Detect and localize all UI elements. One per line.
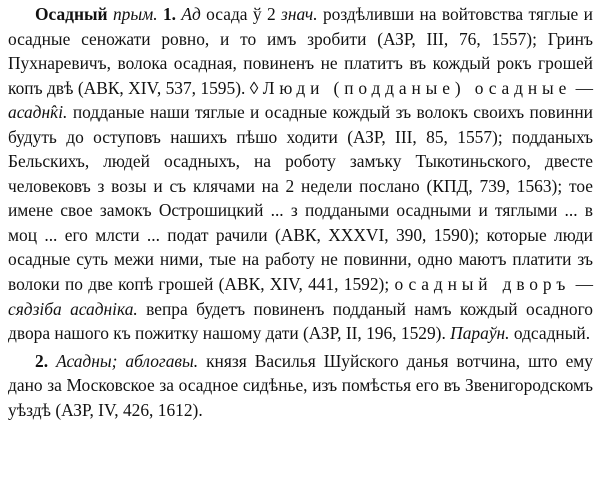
quote-5: тое имене свое замокъ Острошицкий ... з поддаными осадными и тяглыми ... в моц ... его млсти ... подат рачили bbox=[8, 175, 593, 245]
sense-number-1: 1. bbox=[162, 4, 176, 24]
sense-number-2: 2. bbox=[35, 350, 49, 371]
citation-6: (АВК, XIV, 441, 1592); bbox=[218, 274, 390, 295]
entry-sense-1 bbox=[8, 0, 593, 346]
quote-3: подданые наши тяглые и осадные кождый зъ волокъ своихъ повинни будуть до оступовъ нашихъ пѣшо ходити bbox=[8, 102, 593, 147]
phrase-1-gloss: асадн̂кі. bbox=[8, 102, 68, 123]
citation-3: (АЗР, III, 85, 1557); bbox=[347, 126, 503, 147]
phrase-1: Люди (подданые) осадные bbox=[262, 77, 572, 98]
citation-8: (АЗР, IV, 426, 1612). bbox=[55, 399, 203, 420]
quote-1: роздѣливши на войтовства тяглые и осадные сеножати ровно, и то имъ зробити bbox=[8, 4, 593, 49]
phrase-2-dash: — bbox=[575, 274, 593, 295]
citation-7: (АЗР, II, 196, 1529). bbox=[303, 323, 446, 344]
compare-word: одсадный. bbox=[513, 323, 591, 344]
quote-8: князя Василья Шуйского данья вотчина, што ему дано за Московское за осадное сидѣнье, изъ помѣстья его въ Звенигородскомъ уѣздѣ bbox=[8, 350, 593, 420]
phrase-1-dash: — bbox=[575, 77, 593, 98]
sense-1-reference-abbr: знач. bbox=[281, 4, 318, 24]
phrase-2: осадный дворъ bbox=[394, 274, 571, 295]
citation-4: (КПД, 739, 1563); bbox=[426, 175, 563, 196]
headword: Осадный bbox=[35, 4, 108, 24]
compare-label: Параўн. bbox=[450, 323, 510, 344]
citation-5: (АВК, XXXVI, 390, 1590); bbox=[274, 224, 480, 245]
quote-2: Гринъ Пухнаревичъ, волока осадная, повиненъ не платитъ въ кождый рокъ грошей копъ двѣ bbox=[8, 28, 593, 98]
entry-sense-2 bbox=[8, 349, 593, 423]
sense-1-definition: Ад bbox=[181, 4, 201, 24]
phrase-marker-icon: ◊ bbox=[249, 77, 259, 98]
part-of-speech: прым. bbox=[112, 4, 158, 24]
citation-2: (АВК, XIV, 537, 1595). bbox=[77, 77, 246, 98]
quote-4: подданыхъ Бельскихъ, людей осадныхъ, на роботу замъку Тыкотиньского, двесте человековъ з возы и съ клячами на 2 недели послано bbox=[8, 126, 593, 196]
citation-1: (АЗР, III, 76, 1557); bbox=[377, 28, 537, 49]
sense-1-reference: ў 2 bbox=[252, 4, 276, 24]
sense-2-definition: Асадны; аблогавы. bbox=[56, 350, 199, 371]
sense-1-definition-tail: осада bbox=[206, 4, 248, 24]
quote-7: вепра будетъ повиненъ подданый намъ кождый осадного двора нашого къ пожитку нашому дати bbox=[8, 298, 593, 344]
quote-6: которые люди осадные суть межи ними, тые на работу не повинни, одно маютъ платити зъ волоки по две копѣ грошей bbox=[8, 224, 593, 295]
phrase-2-gloss: сядзіба асадніка. bbox=[8, 298, 138, 319]
